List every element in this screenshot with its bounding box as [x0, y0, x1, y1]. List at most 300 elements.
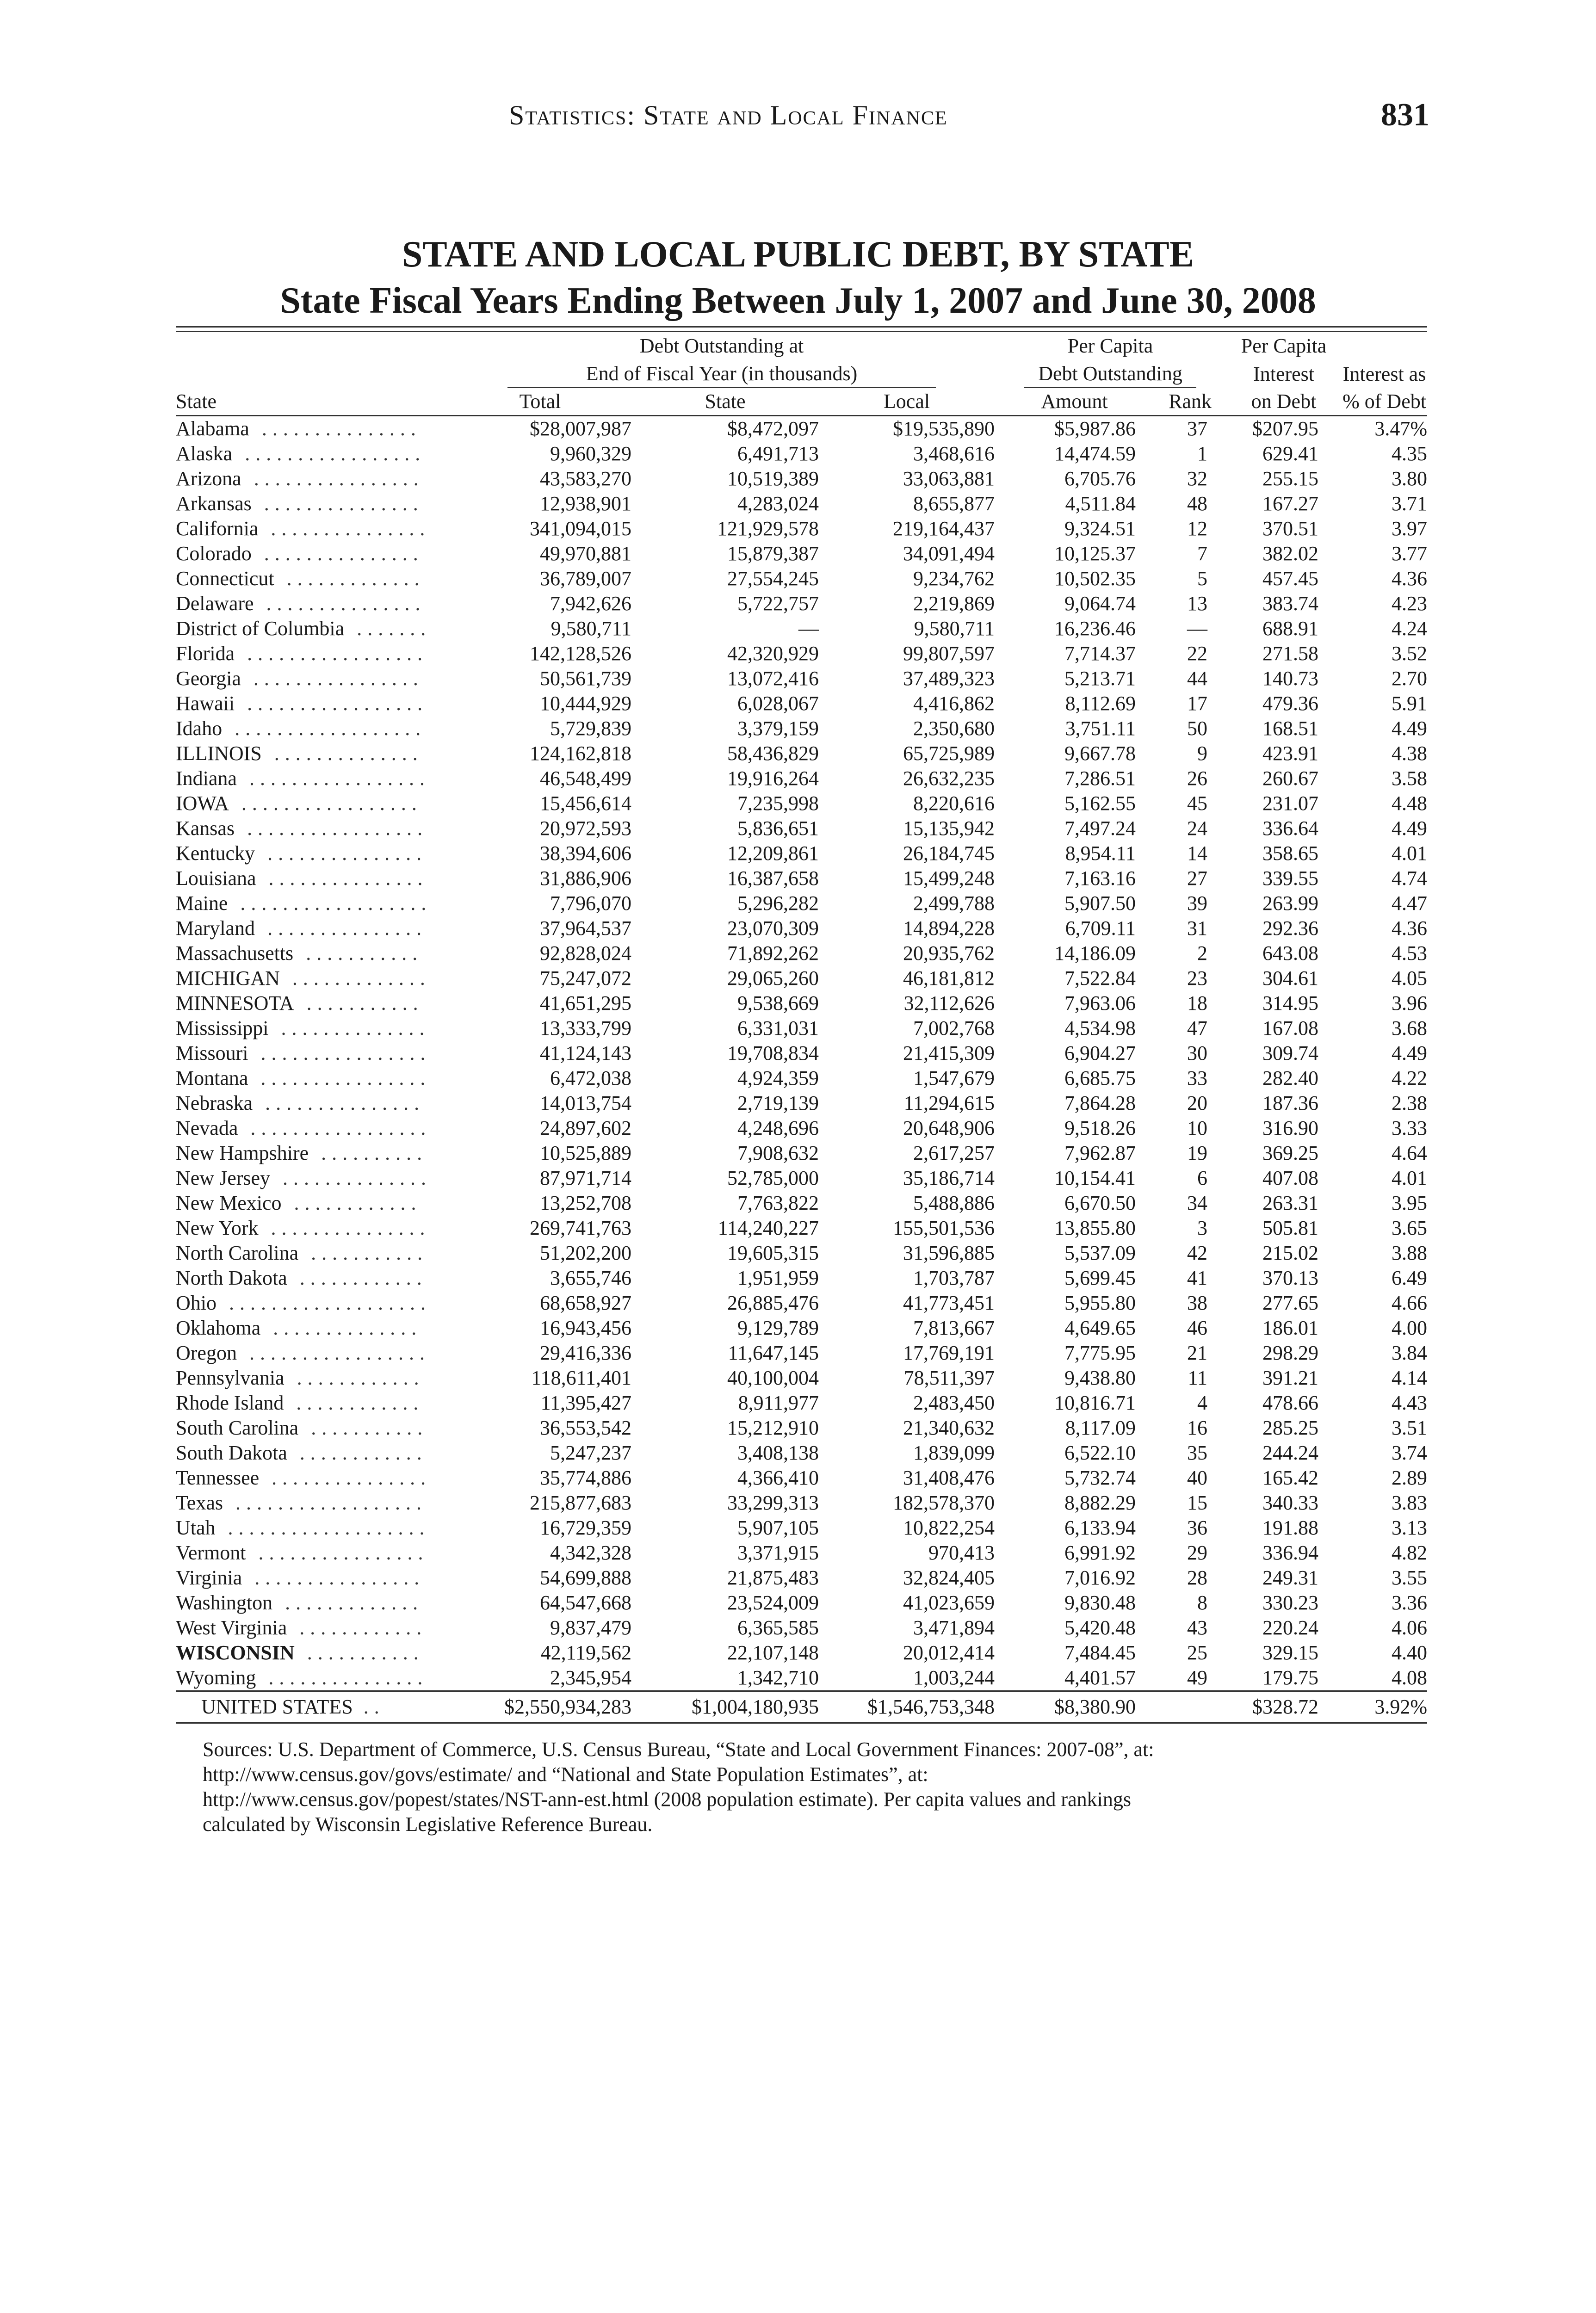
cell-state-debt: 16,387,658: [727, 867, 819, 890]
cell-local: 21,340,632: [903, 1416, 995, 1439]
cell-local: 2,499,788: [913, 892, 995, 915]
table-row: [176, 741, 1427, 766]
cell-total: 9,960,329: [550, 442, 631, 465]
cell-total: 9,837,479: [550, 1616, 631, 1639]
table-row: [176, 1166, 1427, 1191]
state-cell: [176, 1016, 449, 1041]
leader-dots: .................: [234, 442, 426, 465]
cell-interest: 370.51: [1262, 517, 1319, 540]
table-row: [176, 1066, 1427, 1091]
cell-total: 15,456,614: [540, 792, 631, 815]
state-cell: [176, 741, 449, 766]
cell-interest: 314.95: [1262, 992, 1319, 1014]
cell-total: 92,828,024: [540, 942, 631, 965]
cell-pct: 4.22: [1392, 1067, 1428, 1089]
cell-interest: 688.91: [1262, 617, 1319, 640]
cell-interest: 282.40: [1262, 1067, 1319, 1089]
state-name: Indiana: [176, 767, 239, 790]
cell-rank: 29: [1187, 1541, 1208, 1564]
debt-table: [176, 332, 1427, 1722]
cell-state-debt: 6,331,031: [737, 1017, 819, 1039]
leader-dots: ...................: [217, 1516, 430, 1539]
leader-dots: ..............: [270, 1017, 430, 1039]
cell-state-debt: 21,875,483: [727, 1566, 819, 1589]
cell-state-debt: 19,916,264: [727, 767, 819, 790]
cell-local: 5,488,886: [913, 1192, 995, 1214]
cell-local: 32,824,405: [903, 1566, 995, 1589]
cell-total: 68,658,927: [540, 1292, 631, 1314]
table-row: [176, 1091, 1427, 1116]
cell-state-debt: 23,524,009: [727, 1591, 819, 1614]
cell-total: 24,897,602: [540, 1117, 631, 1139]
cell-interest: 168.51: [1262, 717, 1319, 740]
table-body: [176, 416, 1427, 1691]
cell-pct: 3.80: [1392, 467, 1428, 490]
cell-amount: 7,016.92: [1064, 1566, 1136, 1589]
cell-amount: 5,732.74: [1064, 1466, 1136, 1489]
cell-rank: 42: [1187, 1242, 1208, 1264]
cell-local: 11,294,615: [903, 1092, 995, 1114]
cell-interest: 165.42: [1262, 1466, 1319, 1489]
cell-rank: 43: [1187, 1616, 1208, 1639]
table-row: [176, 1016, 1427, 1041]
totals-pct: 3.92%: [1342, 1691, 1427, 1723]
table-row: [176, 566, 1427, 591]
cell-amount: 6,670.50: [1064, 1192, 1136, 1214]
state-name: Pennsylvania: [176, 1367, 286, 1389]
cell-pct: 3.65: [1392, 1217, 1428, 1239]
sources-line-1: Sources: U.S. Department of Commerce, U.S. Census Bureau, “State and Local Government Finances: 2007-08”, at:: [203, 1738, 1154, 1761]
cell-local: 20,935,762: [903, 942, 995, 965]
table-row: [176, 1116, 1427, 1141]
cell-amount: 5,213.71: [1064, 667, 1136, 690]
cell-amount: 9,438.80: [1064, 1367, 1136, 1389]
cell-pct: 3.84: [1392, 1342, 1428, 1364]
cell-total: 50,561,739: [540, 667, 631, 690]
state-cell: [176, 1041, 449, 1066]
cell-rank: 7: [1197, 542, 1208, 565]
cell-local: 20,012,414: [903, 1641, 995, 1664]
cell-interest: 479.36: [1262, 692, 1319, 715]
leader-dots: .................: [230, 792, 422, 815]
cell-state-debt: 1,951,959: [737, 1267, 819, 1289]
cell-state-debt: 8,911,977: [738, 1392, 819, 1414]
column-header-row: [176, 388, 1427, 416]
cell-state-debt: 121,929,578: [717, 517, 819, 540]
cell-rank: 25: [1187, 1641, 1208, 1664]
cell-amount: 8,954.11: [1065, 842, 1136, 865]
cell-pct: 3.33: [1392, 1117, 1428, 1139]
table-subtitle: State Fiscal Years Ending Between July 1, 2007 and June 30, 2008: [280, 280, 1316, 321]
cell-rank: 6: [1197, 1167, 1208, 1189]
top-double-rule: [176, 326, 1427, 332]
cell-interest: 285.25: [1262, 1416, 1319, 1439]
state-name: Kansas: [176, 817, 236, 840]
cell-pct: 3.83: [1392, 1491, 1428, 1514]
cell-amount: 7,522.84: [1064, 967, 1136, 990]
cell-total: 36,789,007: [540, 567, 631, 590]
cell-amount: 9,667.78: [1064, 742, 1136, 765]
state-name: Hawaii: [176, 692, 236, 715]
state-name: Tennessee: [176, 1466, 261, 1489]
cell-pct: 3.74: [1392, 1441, 1428, 1464]
table-row: [176, 716, 1427, 741]
pc-interest-header-2: Interest: [1253, 362, 1314, 385]
table-row: [176, 891, 1427, 916]
cell-interest: 336.94: [1262, 1541, 1319, 1564]
table-row: [176, 1565, 1427, 1590]
leader-dots: ...........: [300, 1242, 428, 1264]
cell-amount: 5,699.45: [1064, 1267, 1136, 1289]
cell-rank: 19: [1187, 1142, 1208, 1164]
cell-rank: 14: [1187, 842, 1208, 865]
state-name: Mississippi: [176, 1017, 271, 1039]
cell-interest: 215.02: [1262, 1242, 1319, 1264]
cell-total: 12,938,901: [540, 492, 631, 515]
table-row: [176, 616, 1427, 641]
cell-pct: 4.82: [1392, 1541, 1428, 1564]
cell-pct: 3.47%: [1374, 417, 1428, 440]
sources-line-3: http://www.census.gov/popest/states/NST-ann-est.html (2008 population estimate). Per capita values and rankings: [203, 1788, 1131, 1811]
cell-pct: 4.23: [1392, 592, 1428, 615]
cell-interest: 187.36: [1262, 1092, 1319, 1114]
cell-rank: 17: [1187, 692, 1208, 715]
table-row: [176, 1341, 1427, 1366]
state-name: New Mexico: [176, 1192, 284, 1214]
cell-rank: 8: [1197, 1591, 1208, 1614]
cell-state-debt: 6,491,713: [737, 442, 819, 465]
cell-rank: 18: [1187, 992, 1208, 1014]
cell-rank: 35: [1187, 1441, 1208, 1464]
cell-amount: 8,112.69: [1065, 692, 1136, 715]
state-cell: [176, 1391, 449, 1416]
state-cell: [176, 1441, 449, 1466]
cell-total: 2,345,954: [550, 1666, 631, 1689]
cell-pct: 4.38: [1392, 742, 1428, 765]
state-cell: [176, 1466, 449, 1490]
cell-rank: 22: [1187, 642, 1208, 665]
cell-local: 7,002,768: [913, 1017, 995, 1039]
cell-total: 31,886,906: [540, 867, 631, 890]
cell-state-debt: 5,836,651: [737, 817, 819, 840]
cell-state-debt: 11,647,145: [728, 1342, 819, 1364]
table-row: [176, 491, 1427, 516]
cell-total: $28,007,987: [530, 417, 631, 440]
cell-amount: 4,401.57: [1064, 1666, 1136, 1689]
cell-local: 8,655,877: [913, 492, 995, 515]
leader-dots: ................: [247, 1541, 429, 1564]
cell-interest: 167.08: [1262, 1017, 1319, 1039]
leader-dots: ..........: [310, 1142, 428, 1164]
col-header-state-debt: State: [631, 388, 819, 416]
leader-dots: ................: [242, 667, 424, 690]
cell-pct: 2.70: [1392, 667, 1428, 690]
cell-state-debt: 6,365,585: [737, 1616, 819, 1639]
cell-state-debt: 9,538,669: [737, 992, 819, 1014]
table-row: [176, 1241, 1427, 1266]
cell-amount: 9,830.48: [1064, 1591, 1136, 1614]
cell-amount: 6,709.11: [1065, 917, 1136, 940]
cell-interest: 231.07: [1262, 792, 1319, 815]
cell-interest: 340.33: [1262, 1491, 1319, 1514]
leader-dots: ..............: [262, 1317, 422, 1339]
state-name: Alaska: [176, 442, 234, 465]
cell-state-debt: 22,107,148: [727, 1641, 819, 1664]
leader-dots: ...................: [218, 1292, 431, 1314]
state-name: WISCONSIN: [176, 1641, 297, 1664]
cell-interest: 391.21: [1262, 1367, 1319, 1389]
cell-local: 1,839,099: [913, 1441, 995, 1464]
cell-rank: 13: [1187, 592, 1208, 615]
cell-total: 29,416,336: [540, 1342, 631, 1364]
cell-interest: 304.61: [1262, 967, 1319, 990]
cell-pct: 3.77: [1392, 542, 1428, 565]
cell-interest: 316.90: [1262, 1117, 1319, 1139]
table-row: [176, 1640, 1427, 1665]
leader-dots: ................: [243, 467, 424, 490]
col-header-local: Local: [819, 388, 995, 416]
state-name: Arkansas: [176, 492, 254, 515]
cell-amount: 7,963.06: [1064, 992, 1136, 1014]
cell-interest: $207.95: [1252, 417, 1319, 440]
cell-total: 10,525,889: [540, 1142, 631, 1164]
state-name: North Carolina: [176, 1242, 300, 1264]
leader-dots: ...............: [258, 867, 428, 890]
state-name: Connecticut: [176, 567, 276, 590]
leader-dots: ..................: [225, 1491, 427, 1514]
cell-local: 3,468,616: [913, 442, 995, 465]
cell-pct: 3.36: [1392, 1591, 1428, 1614]
cell-amount: 7,962.87: [1064, 1142, 1136, 1164]
cell-amount: 7,714.37: [1064, 642, 1136, 665]
state-cell: [176, 591, 449, 616]
leader-dots: ...............: [255, 592, 426, 615]
cell-amount: 5,162.55: [1064, 792, 1136, 815]
cell-rank: 10: [1187, 1117, 1208, 1139]
leader-dots: ...............: [258, 1666, 428, 1689]
state-cell: [176, 1515, 449, 1540]
leader-dots: ...........: [296, 1641, 424, 1664]
state-cell: [176, 766, 449, 791]
cell-total: 38,394,606: [540, 842, 631, 865]
cell-local: 2,617,257: [913, 1142, 995, 1164]
group-header-row-1: [176, 332, 1427, 360]
cell-state-debt: 5,907,105: [737, 1516, 819, 1539]
group-header-row-2: [176, 360, 1427, 388]
cell-total: 118,611,401: [531, 1367, 631, 1389]
state-cell: [176, 516, 449, 541]
cell-interest: 298.29: [1262, 1342, 1319, 1364]
state-cell: [176, 1540, 449, 1565]
cell-interest: 292.36: [1262, 917, 1319, 940]
cell-local: 35,186,714: [903, 1167, 995, 1189]
cell-interest: 329.15: [1262, 1641, 1319, 1664]
leader-dots: ............: [283, 1192, 422, 1214]
table-row: [176, 1540, 1427, 1565]
cell-total: 42,119,562: [540, 1641, 631, 1664]
state-name: Oklahoma: [176, 1317, 262, 1339]
cell-rank: 1: [1197, 442, 1208, 465]
cell-amount: 13,855.80: [1054, 1217, 1136, 1239]
table-row: [176, 841, 1427, 866]
cell-state-debt: 33,299,313: [727, 1491, 819, 1514]
table-row: [176, 1266, 1427, 1291]
cell-amount: 6,685.75: [1064, 1067, 1136, 1089]
cell-total: 10,444,929: [540, 692, 631, 715]
cell-amount: 14,474.59: [1054, 442, 1136, 465]
pc-interest-header-1: Per Capita: [1241, 334, 1327, 357]
table-row: [176, 991, 1427, 1016]
cell-amount: 7,484.45: [1064, 1641, 1136, 1664]
cell-interest: 179.75: [1262, 1666, 1319, 1689]
cell-rank: 28: [1187, 1566, 1208, 1589]
cell-total: 36,553,542: [540, 1416, 631, 1439]
cell-state-debt: 3,408,138: [737, 1441, 819, 1464]
col-header-total: Total: [449, 388, 631, 416]
cell-state-debt: 4,248,696: [737, 1117, 819, 1139]
cell-amount: 6,705.76: [1064, 467, 1136, 490]
state-name: IOWA: [176, 792, 231, 815]
table-row: [176, 866, 1427, 891]
cell-interest: 369.25: [1262, 1142, 1319, 1164]
cell-state-debt: 58,436,829: [727, 742, 819, 765]
cell-total: 14,013,754: [540, 1092, 631, 1114]
cell-state-debt: 12,209,861: [727, 842, 819, 865]
cell-local: 78,511,397: [903, 1367, 995, 1389]
cell-rank: 34: [1187, 1192, 1208, 1214]
cell-state-debt: 1,342,710: [737, 1666, 819, 1689]
cell-amount: 10,125.37: [1054, 542, 1136, 565]
cell-amount: 7,775.95: [1064, 1342, 1136, 1364]
state-cell: [176, 991, 449, 1016]
table-row: [176, 1416, 1427, 1441]
state-name: North Dakota: [176, 1267, 289, 1289]
cell-local: 182,578,370: [893, 1491, 995, 1514]
state-name: Nebraska: [176, 1092, 254, 1114]
cell-pct: 3.96: [1392, 992, 1428, 1014]
cell-amount: 7,286.51: [1064, 767, 1136, 790]
cell-local: 2,483,450: [913, 1392, 995, 1414]
cell-local: 21,415,309: [903, 1042, 995, 1064]
cell-amount: 14,186.09: [1054, 942, 1136, 965]
leader-dots: ............: [289, 1441, 427, 1464]
cell-interest: 383.74: [1262, 592, 1319, 615]
cell-pct: 4.66: [1392, 1292, 1428, 1314]
col-header-pct: % of Debt: [1342, 388, 1427, 416]
cell-local: 14,894,228: [903, 917, 995, 940]
cell-state-debt: 40,100,004: [727, 1367, 819, 1389]
leader-dots: .............: [276, 567, 425, 590]
col-header-amount: Amount: [995, 388, 1154, 416]
cell-rank: 21: [1187, 1342, 1208, 1364]
cell-rank: —: [1187, 617, 1208, 640]
cell-pct: 2.89: [1392, 1466, 1428, 1489]
table-row: [176, 916, 1427, 941]
totals-row: [176, 1691, 1427, 1723]
cell-state-debt: $8,472,097: [727, 417, 819, 440]
cell-local: 1,547,679: [913, 1067, 995, 1089]
cell-rank: 33: [1187, 1067, 1208, 1089]
cell-total: 142,128,526: [530, 642, 631, 665]
cell-pct: 4.36: [1392, 917, 1428, 940]
cell-total: 43,583,270: [540, 467, 631, 490]
cell-amount: 6,904.27: [1064, 1042, 1136, 1064]
cell-pct: 4.35: [1392, 442, 1428, 465]
totals-local: $1,546,753,348: [819, 1691, 995, 1723]
cell-pct: 3.13: [1392, 1516, 1428, 1539]
cell-rank: 37: [1187, 417, 1208, 440]
cell-pct: 5.91: [1392, 692, 1428, 715]
state-cell: [176, 1316, 449, 1341]
cell-local: 15,135,942: [903, 817, 995, 840]
state-name: Washington: [176, 1591, 274, 1614]
leader-dots: ..................: [224, 717, 427, 740]
state-cell: [176, 1615, 449, 1640]
cell-interest: 309.74: [1262, 1042, 1319, 1064]
cell-interest: 358.65: [1262, 842, 1319, 865]
cell-total: 3,655,746: [550, 1267, 631, 1289]
cell-state-debt: 29,065,260: [727, 967, 819, 990]
cell-rank: 9: [1197, 742, 1208, 765]
state-name: Nevada: [176, 1117, 240, 1139]
table-row: [176, 516, 1427, 541]
cell-pct: 4.08: [1392, 1666, 1428, 1689]
cell-rank: 31: [1187, 917, 1208, 940]
cell-total: 269,741,763: [530, 1217, 631, 1239]
state-name: Arizona: [176, 467, 243, 490]
cell-local: 26,632,235: [903, 767, 995, 790]
cell-pct: 3.58: [1392, 767, 1428, 790]
cell-state-debt: 3,371,915: [737, 1541, 819, 1564]
cell-local: 26,184,745: [903, 842, 995, 865]
cell-total: 341,094,015: [530, 517, 631, 540]
col-header-interest: on Debt: [1226, 388, 1342, 416]
cell-local: 32,112,626: [903, 992, 995, 1014]
cell-state-debt: 15,212,910: [727, 1416, 819, 1439]
totals-label: UNITED STATES: [201, 1695, 353, 1718]
state-cell: [176, 1141, 449, 1166]
cell-state-debt: 6,028,067: [737, 692, 819, 715]
cell-amount: 5,537.09: [1064, 1242, 1136, 1264]
cell-state-debt: 42,320,929: [727, 642, 819, 665]
state-name: District of Columbia: [176, 617, 346, 640]
debt-group-header-1: Debt Outstanding at: [639, 334, 804, 357]
table-row: [176, 591, 1427, 616]
state-cell: [176, 1416, 449, 1441]
cell-total: 9,580,711: [551, 617, 631, 640]
cell-total: 7,942,626: [550, 592, 631, 615]
cell-local: $19,535,890: [893, 417, 995, 440]
cell-total: 11,395,427: [540, 1392, 631, 1414]
cell-total: 215,877,683: [530, 1491, 631, 1514]
cell-rank: 39: [1187, 892, 1208, 915]
table-row: [176, 1665, 1427, 1691]
state-cell: [176, 466, 449, 491]
table-row: [176, 1615, 1427, 1640]
state-name: Kentucky: [176, 842, 257, 865]
cell-local: 1,703,787: [913, 1267, 995, 1289]
cell-amount: 4,649.65: [1064, 1317, 1136, 1339]
cell-pct: 4.05: [1392, 967, 1428, 990]
cell-state-debt: 7,908,632: [737, 1142, 819, 1164]
cell-total: 5,729,839: [550, 717, 631, 740]
cell-pct: 4.36: [1392, 567, 1428, 590]
leader-dots: .................: [236, 817, 428, 840]
leader-dots: .................: [236, 642, 428, 665]
cell-rank: 26: [1187, 767, 1208, 790]
leader-dots: ...............: [261, 1466, 432, 1489]
cell-pct: 4.49: [1392, 717, 1428, 740]
